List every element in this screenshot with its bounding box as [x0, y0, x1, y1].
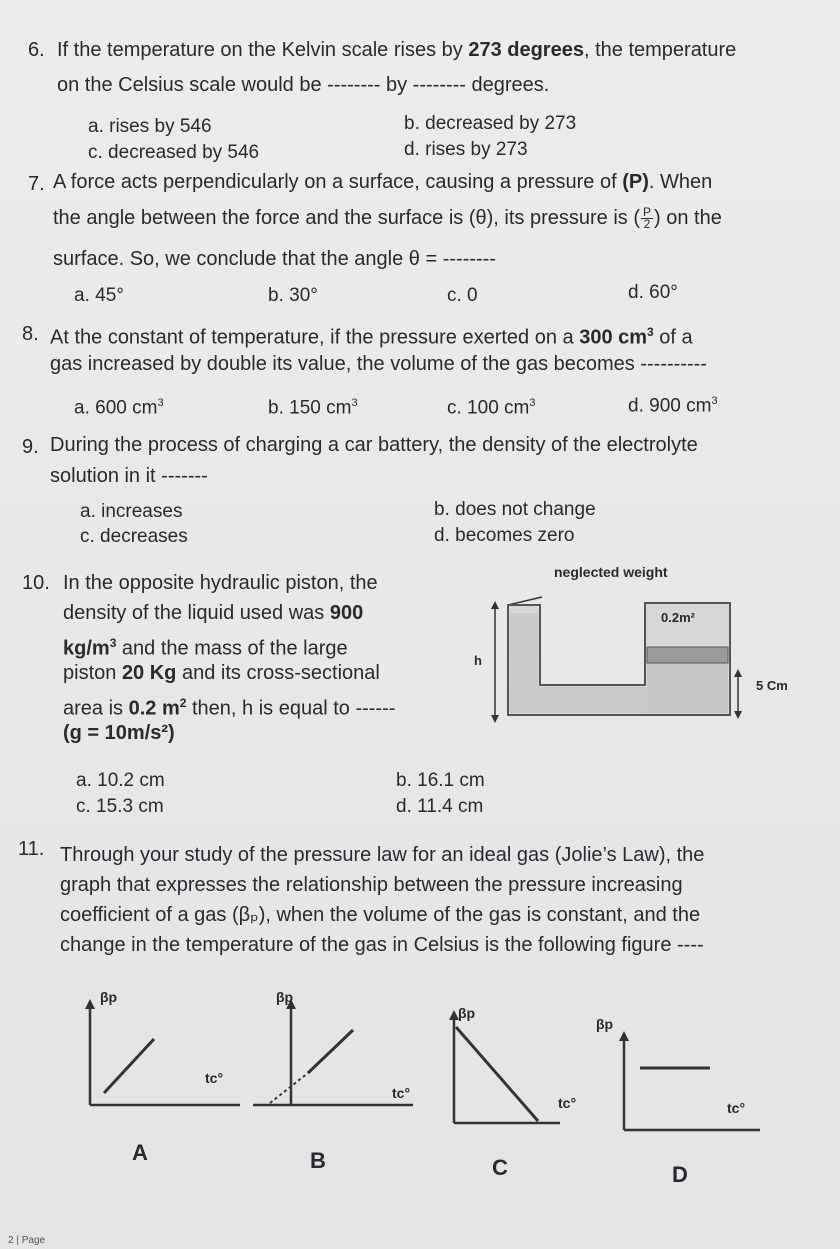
graph-d-letter[interactable]: D: [672, 1162, 688, 1187]
graph-a-x-label: tc°: [205, 1070, 224, 1086]
q11-number: 11.: [18, 838, 45, 860]
q6-line2: on the Celsius scale would be -------- by -------- degrees.: [57, 74, 550, 96]
q10-option-c[interactable]: c. 15.3 cm: [76, 796, 164, 817]
graph-b-line: [308, 1030, 353, 1073]
q6-option-c[interactable]: c. decreased by 546: [88, 142, 260, 163]
graph-a-y-arrow: [85, 999, 95, 1009]
q8-option-a[interactable]: a. 600 $cm^3$: [74, 397, 164, 419]
graph-d-y-label: βp: [596, 1016, 614, 1032]
q9-line2: solution in it -------: [50, 465, 208, 487]
q10-line6: (g = 10m/s²): [63, 722, 175, 744]
q8-number: 8.: [22, 323, 39, 345]
q7-line1: A force acts perpendicularly on a surface, causing a pressure of (P). When: [53, 171, 713, 193]
q10-option-a[interactable]: a. 10.2 cm: [76, 770, 165, 791]
five-cm-arrow-up-head: [734, 669, 742, 677]
q10-line1: In the opposite hydraulic piston, the: [63, 572, 378, 594]
q10-line4: piston 20 Kg and its cross-sectional: [63, 662, 380, 684]
q10-line3: $kg/m^3$ and the mass of the large: [63, 636, 348, 660]
large-piston: [647, 647, 728, 663]
q10-option-d[interactable]: d. 11.4 cm: [396, 796, 484, 817]
graph-c[interactable]: [440, 1005, 570, 1130]
q7-number: 7.: [28, 173, 45, 195]
h-arrow-down-head: [491, 715, 499, 723]
q7-option-a[interactable]: a. 45°: [74, 285, 124, 306]
graph-d-y-arrow: [619, 1031, 629, 1041]
q11-line1: Through your study of the pressure law for an ideal gas (Jolie’s Law), the: [60, 844, 705, 866]
p-over-2-fraction: $\frac{P}{2}$: [642, 205, 651, 232]
graph-a-line: [104, 1039, 154, 1093]
graph-a[interactable]: [80, 995, 250, 1115]
q6-option-a[interactable]: a. rises by 546: [88, 116, 212, 137]
q8-option-c[interactable]: c. 100 $cm^3$: [447, 397, 536, 419]
q10-line5: area is 0.2 $m^2$ then, h is equal to ------: [63, 696, 396, 720]
q9-number: 9.: [22, 436, 39, 458]
q8-line1: At the constant of temperature, if the pressure exerted on a 300 $cm^3$ of a: [50, 325, 693, 349]
graph-c-letter[interactable]: C: [492, 1155, 508, 1180]
graph-c-y-label: βp: [458, 1005, 476, 1021]
q8-option-d[interactable]: d. 900 $cm^3$: [628, 395, 718, 417]
q7-option-c[interactable]: c. 0: [447, 285, 478, 306]
q9-line1: During the process of charging a car battery, the density of the electrolyte: [50, 434, 698, 456]
q10-number: 10.: [22, 572, 50, 594]
five-cm-label: 5 Cm: [756, 678, 788, 693]
q8-option-b[interactable]: b. 150 $cm^3$: [268, 397, 358, 419]
graph-b-y-label: βp: [276, 989, 294, 1005]
graph-a-letter[interactable]: A: [132, 1140, 148, 1165]
q7-line2: the angle between the force and the surface is (θ), its pressure is ( $\frac{P}{2}$ ) on the: [53, 205, 722, 232]
graph-c-x-label: tc°: [558, 1095, 577, 1111]
area-label: 0.2m²: [661, 610, 695, 625]
graph-c-line: [456, 1027, 538, 1121]
diagram-caption: neglected weight: [554, 564, 668, 580]
page-footer: 2 | Page: [8, 1235, 46, 1246]
q9-option-a[interactable]: a. increases: [80, 501, 183, 522]
q10-option-b[interactable]: b. 16.1 cm: [396, 770, 485, 791]
q9-option-b[interactable]: b. does not change: [434, 499, 596, 520]
hydraulic-piston-diagram: [470, 585, 800, 725]
graph-d-x-label: tc°: [727, 1100, 746, 1116]
h-arrow-up-head: [491, 601, 499, 609]
graph-d[interactable]: [610, 1028, 770, 1138]
q9-option-c[interactable]: c. decreases: [80, 526, 188, 547]
q6-option-b[interactable]: b. decreased by 273: [404, 113, 577, 134]
q10-line2: density of the liquid used was 900: [63, 602, 364, 624]
q7-option-b[interactable]: b. 30°: [268, 285, 318, 306]
q9-option-d[interactable]: d. becomes zero: [434, 525, 575, 546]
graph-a-y-label: βp: [100, 989, 118, 1005]
five-cm-arrow-down-head: [734, 711, 742, 719]
q6-option-d[interactable]: d. rises by 273: [404, 139, 528, 160]
h-label: h: [474, 653, 482, 668]
q6-number: 6.: [28, 39, 45, 61]
right-liquid: [647, 663, 728, 713]
graph-b-dashed-extension: [270, 1073, 308, 1103]
q6-line1: If the temperature on the Kelvin scale rises by 273 degrees, the temperature: [57, 39, 737, 61]
q8-line2: gas increased by double its value, the volume of the gas becomes ----------: [50, 353, 707, 375]
q7-line3: surface. So, we conclude that the angle θ = --------: [53, 248, 496, 270]
q7-option-d[interactable]: d. 60°: [628, 282, 678, 303]
q11-line2: graph that expresses the relationship between the pressure increasing: [60, 874, 683, 896]
q11-line3: coefficient of a gas (βₚ), when the volume of the gas is constant, and the: [60, 904, 701, 926]
graph-b-x-label: tc°: [392, 1085, 411, 1101]
q11-line4: change in the temperature of the gas in Celsius is the following figure ----: [60, 934, 704, 956]
caption-pointer: [508, 597, 542, 605]
graph-b-letter[interactable]: B: [310, 1148, 326, 1173]
